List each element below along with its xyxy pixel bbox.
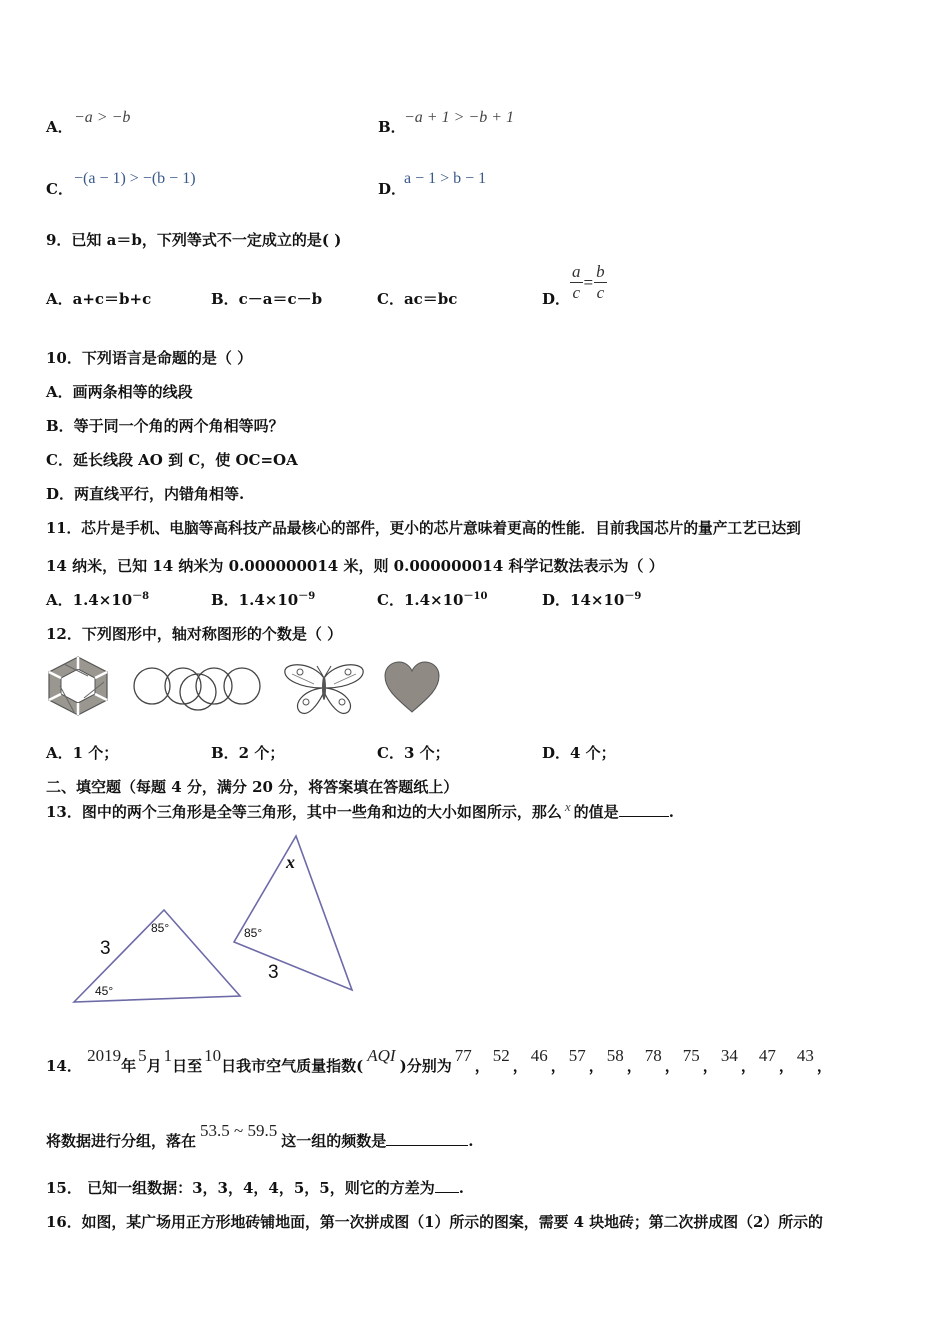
q11-stem-line2: 14 纳米，已知 14 纳米为 0.000000014 米，则 0.000000014 科学记数法表示为（ ）	[46, 557, 664, 575]
aqi-value: 43	[796, 1046, 814, 1065]
q14-number: 14．	[46, 1057, 82, 1075]
denominator: c	[596, 283, 605, 302]
q9-option-d-equation	[570, 262, 607, 303]
aqi-value: 78	[644, 1046, 662, 1065]
q11-option-b	[211, 589, 315, 610]
q11-option-d	[542, 589, 641, 610]
q9-stem: 9．已知 a＝b，下列等式不一定成立的是( )	[46, 231, 342, 249]
day-to-text: 日至	[172, 1057, 203, 1075]
q11-option-a	[46, 589, 149, 610]
q13-variable-x: x	[564, 799, 571, 814]
q8-option-a-label: A．	[46, 118, 73, 136]
exponent: －8	[132, 591, 150, 602]
start-day: 1	[163, 1046, 173, 1065]
comma: ，	[778, 1057, 794, 1075]
option-text: B．1.4×10	[211, 591, 299, 609]
numerator: a	[572, 262, 581, 281]
q15-stem-text: 15． 已知一组数据：3，3，4，4，5，5，则它的方差为	[46, 1179, 435, 1197]
q10-option-c: C．延长线段 AO 到 C，使 OC=OA	[46, 451, 298, 469]
q13-stem-text-end: 的值是	[573, 803, 619, 821]
comma: ，	[664, 1057, 680, 1075]
q9-option-b: B．c－a＝c－b	[211, 290, 323, 308]
aqi-value: 75	[682, 1046, 700, 1065]
q8-option-c-label: C．	[46, 180, 73, 198]
aqi-value: 47	[758, 1046, 776, 1065]
q16-stem: 16．如图，某广场用正方形地砖铺地面，第一次拼成图（1）所示的图案，需要 4 块地砖；第二次拼成图（2）所示的	[46, 1213, 823, 1231]
q13-stem-text: 13．图中的两个三角形是全等三角形，其中一些角和边的大小如图所示，那么	[46, 803, 562, 821]
aqi-value: 34	[720, 1046, 738, 1065]
option-text: D．14×10	[542, 591, 625, 609]
q8-option-a-expression: −a > −b	[74, 109, 131, 126]
triangle-1-side-label: 3	[100, 938, 111, 959]
month-char: 月	[146, 1057, 162, 1075]
q14-stem-text: 日我市空气质量指数(	[221, 1057, 364, 1075]
aqi-value: 77	[454, 1046, 472, 1065]
option-text: A．1.4×10	[46, 591, 133, 609]
q14-line2-text-end: 这一组的频数是	[281, 1132, 387, 1150]
triangle-2-top-x: x	[286, 852, 295, 872]
comma: ，	[740, 1057, 756, 1075]
exponent: －9	[624, 591, 642, 602]
aqi-label: AQI	[367, 1046, 396, 1065]
q8-option-b-expression: −a + 1 > −b + 1	[404, 109, 514, 126]
q9-option-a: A．a+c＝b+c	[46, 290, 152, 308]
comma: ，	[588, 1057, 604, 1075]
q14-line1	[46, 1046, 832, 1076]
q12-stem: 12．下列图形中，轴对称图形的个数是（ ）	[46, 625, 343, 643]
q15-stem	[46, 1177, 464, 1198]
q12-option-a: A．1 个；	[46, 744, 119, 762]
q14-line2	[46, 1121, 474, 1151]
q11-stem-line1: 11．芯片是手机、电脑等高科技产品最核心的部件，更小的芯片意味着更高的性能．目前我国芯片的量产工艺已达到	[46, 520, 801, 537]
q10-stem: 10．下列语言是命题的是（ ）	[46, 349, 253, 367]
q9-option-c: C．ac＝bc	[377, 290, 458, 308]
fraction-b-over-c	[594, 262, 607, 303]
olympic-rings-figure	[132, 664, 262, 714]
comma: ，	[474, 1057, 490, 1075]
q13-stem	[46, 801, 674, 822]
end-day: 10	[204, 1046, 222, 1065]
q12-option-d: D．4 个；	[542, 744, 616, 762]
triangle-1-top-angle: 85°	[151, 921, 170, 935]
denominator: c	[572, 283, 581, 302]
q8-option-d-label: D．	[378, 180, 407, 198]
comma: ，	[626, 1057, 642, 1075]
option-text: C．1.4×10	[377, 591, 464, 609]
period: .	[458, 1179, 464, 1197]
comma: ，	[512, 1057, 528, 1075]
month: 5	[138, 1046, 147, 1065]
hexagon-logo-figure	[44, 654, 112, 718]
aqi-value: 58	[606, 1046, 624, 1065]
year: 2019	[87, 1046, 122, 1065]
aqi-value: 52	[492, 1046, 510, 1065]
q15-answer-blank[interactable]	[435, 1192, 459, 1193]
q12-option-c: C．3 个；	[377, 744, 450, 762]
year-char: 年	[121, 1057, 137, 1075]
aqi-value: 57	[568, 1046, 586, 1065]
fraction-a-over-c	[570, 262, 583, 303]
numerator: b	[596, 262, 605, 281]
section-2-heading: 二、填空题（每题 4 分，满分 20 分，将答案填在答题纸上）	[46, 778, 459, 796]
butterfly-figure	[282, 660, 366, 718]
comma: ，	[702, 1057, 718, 1075]
q8-option-b-label: B．	[378, 118, 406, 136]
heart-figure	[382, 660, 442, 716]
equals-sign: =	[583, 272, 594, 292]
q10-option-a: A．画两条相等的线段	[46, 383, 193, 401]
triangle-1-bottom-angle: 45°	[95, 984, 114, 998]
q10-option-d: D．两直线平行，内错角相等.	[46, 485, 245, 503]
exponent: －9	[298, 591, 316, 602]
exponent: －10	[463, 591, 488, 602]
triangle-2-side-label: 3	[268, 962, 279, 983]
comma: ，	[816, 1057, 832, 1075]
q14-stem-text-2: )分别为	[399, 1057, 452, 1075]
q13-answer-blank[interactable]	[619, 816, 669, 817]
group-range: 53.5 ~ 59.5	[200, 1121, 278, 1140]
aqi-values-list	[452, 1046, 832, 1075]
q14-line2-text: 将数据进行分组，落在	[46, 1132, 197, 1150]
q14-answer-blank[interactable]	[386, 1145, 468, 1146]
period: .	[468, 1132, 474, 1150]
q11-option-c	[377, 589, 487, 610]
q8-option-d-expression: a − 1 > b − 1	[404, 170, 487, 187]
q10-option-b: B．等于同一个角的两个角相等吗？	[46, 417, 284, 435]
aqi-value: 46	[530, 1046, 548, 1065]
period: .	[668, 803, 674, 821]
comma: ，	[550, 1057, 566, 1075]
q9-option-d-label: D．	[542, 290, 571, 308]
q8-option-c-expression: −(a − 1) > −(b − 1)	[74, 170, 196, 187]
triangle-2-angle: 85°	[244, 926, 263, 940]
q12-option-b: B．2 个；	[211, 744, 285, 762]
